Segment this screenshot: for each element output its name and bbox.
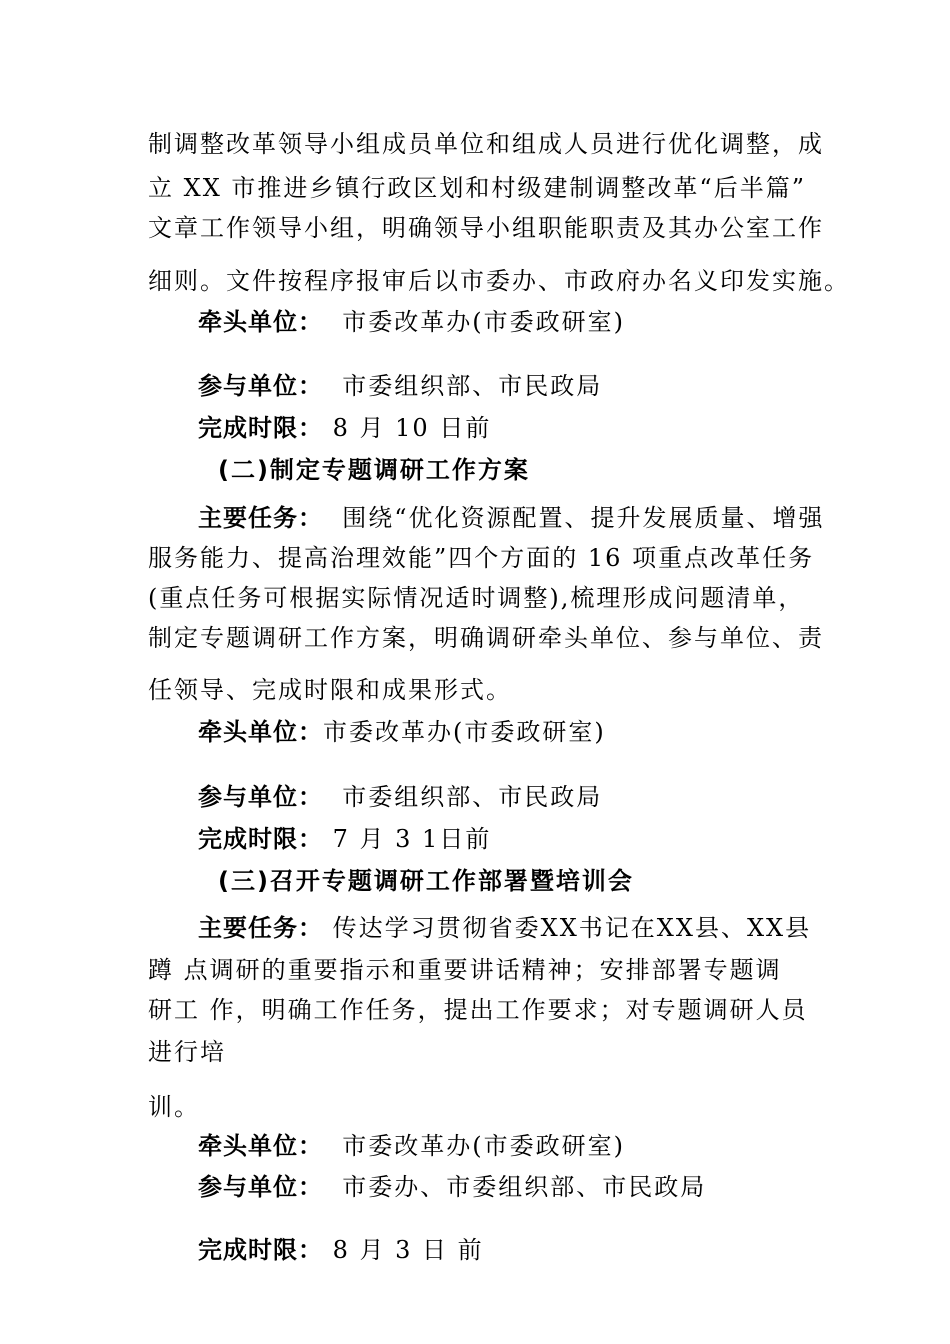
participating-units-value: 市委办、市委组织部、市民政局 — [323, 1173, 707, 1201]
section-2-participating-units — [198, 782, 602, 812]
section-3-participating-units — [198, 1172, 706, 1202]
participating-units-value: 市委组织部、市民政局 — [323, 783, 603, 811]
intro-line-4: 细则。文件按程序报审后以市委办、市政府办名义印发实施。 — [148, 267, 850, 295]
intro-line-1: 制调整改革领导小组成员单位和组成人员进行优化调整，成 — [148, 130, 824, 158]
participating-units-label: 参与单位： — [198, 1173, 323, 1201]
lead-unit-value: 市委改革办(市委政研室) — [323, 718, 606, 746]
lead-unit-value: 市委改革办(市委政研室) — [323, 1132, 625, 1160]
deadline-label: 完成时限： — [198, 1236, 323, 1264]
section-3-task-line-5: 训。 — [148, 1093, 200, 1121]
intro-participating-units — [198, 371, 602, 401]
section-3-deadline — [198, 1235, 484, 1265]
participating-units-label: 参与单位： — [198, 783, 323, 811]
lead-unit-value: 市委改革办(市委政研室) — [323, 308, 625, 336]
intro-lead-unit — [198, 307, 625, 337]
section-3-lead-unit — [198, 1131, 625, 1161]
section-2-task-line-2: 服务能力、提高治理效能”四个方面的 16 项重点改革任务 — [148, 544, 815, 572]
section-2-task-line-4: 制定专题调研工作方案，明确调研牵头单位、参与单位、责 — [148, 624, 824, 652]
section-2-deadline — [198, 824, 491, 854]
section-2-task-line-3: (重点任务可根据实际情况适时调整),梳理形成问题清单， — [148, 584, 805, 612]
section-3-task-line-3: 研工 作，明确工作任务，提出工作要求；对专题调研人员 — [148, 996, 808, 1024]
lead-unit-label: 牵头单位： — [198, 1132, 323, 1160]
participating-units-label: 参与单位： — [198, 372, 323, 400]
participating-units-value: 市委组织部、市民政局 — [323, 372, 603, 400]
deadline-value: 8 月 3 日 前 — [323, 1236, 484, 1264]
section-3-task-line-2: 蹲 点调研的重要指示和重要讲话精神；安排部署专题调 — [148, 956, 782, 984]
intro-line-3: 文章工作领导小组，明确领导小组职能职责及其办公室工作 — [148, 214, 824, 242]
intro-line-2: 立 XX 市推进乡镇行政区划和村级建制调整改革“后半篇” — [148, 174, 806, 202]
lead-unit-label: 牵头单位： — [198, 718, 323, 746]
section-3-heading: (三)召开专题调研工作部署暨培训会 — [218, 867, 634, 895]
main-task-label: 主要任务： — [198, 504, 323, 532]
section-2-heading: (二)制定专题调研工作方案 — [218, 456, 530, 484]
lead-unit-label: 牵头单位： — [198, 308, 323, 336]
section-3-task-line-4: 进行培 — [148, 1038, 226, 1066]
main-task-label: 主要任务： — [198, 914, 323, 942]
deadline-value: 7 月 3 1日前 — [323, 825, 492, 853]
intro-deadline — [198, 413, 491, 443]
section-3-task-line-1: 主要任务： 传达学习贯彻省委XX书记在XX县、XX县 — [198, 914, 812, 942]
deadline-label: 完成时限： — [198, 825, 323, 853]
section-2-task-line-5: 任领导、完成时限和成果形式。 — [148, 676, 512, 704]
deadline-value: 8 月 10 日前 — [323, 414, 492, 442]
section-2-task-line-1: 主要任务： 围绕“优化资源配置、提升发展质量、增强 — [198, 504, 825, 532]
section-2-lead-unit — [198, 717, 606, 747]
deadline-label: 完成时限： — [198, 414, 323, 442]
